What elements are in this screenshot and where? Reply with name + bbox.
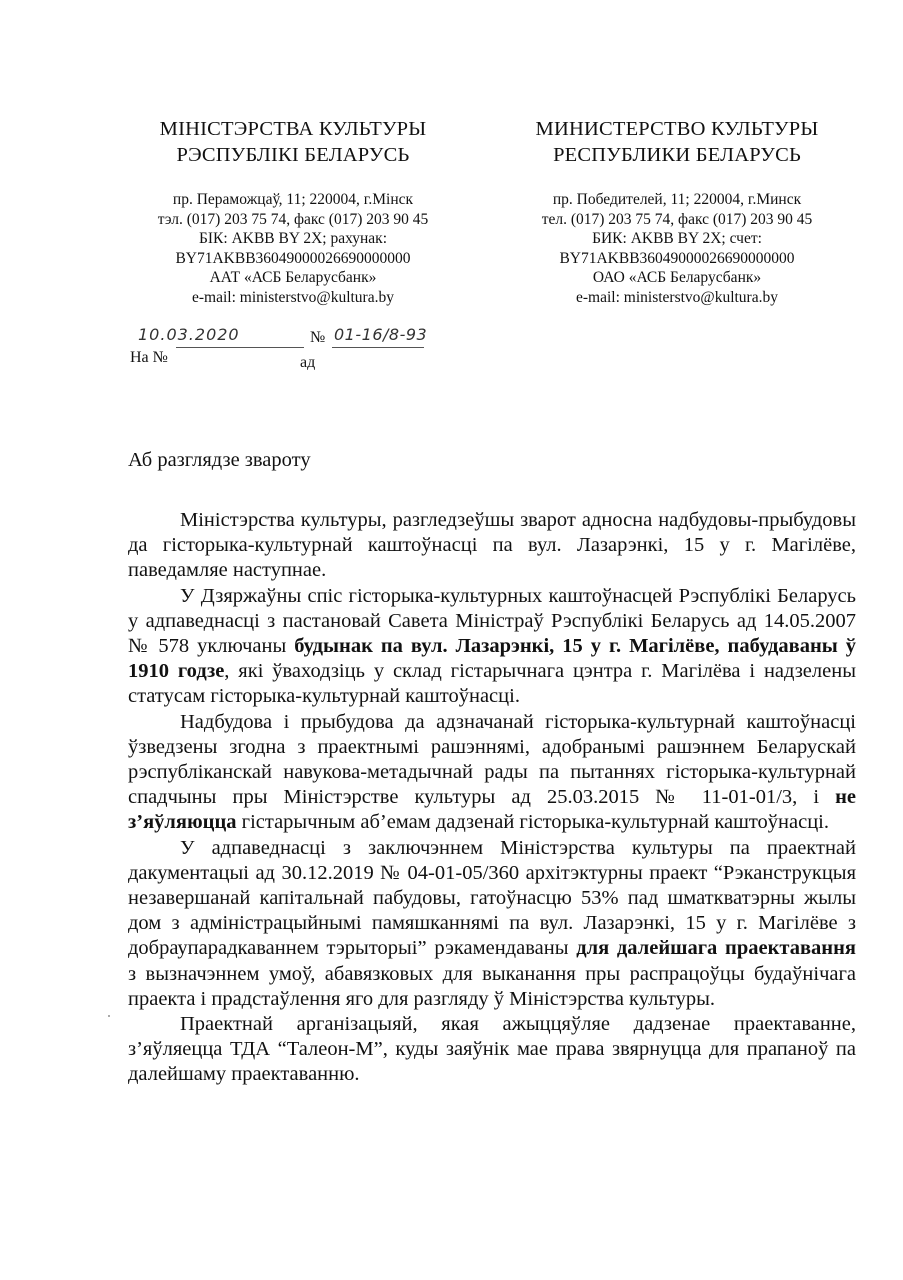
- ministry-title-line2: РЭСПУБЛІКІ БЕЛАРУСЬ: [176, 144, 410, 166]
- paragraph-text: У Дзяржаўны спіс гісторыка-культурных каштоўнасцей Рэспублікі Беларусь у адпаведнасці з пастановай Савета Міністраў Рэспублікі Беларусь ад 14.05.2007 № 578 уключаны: [128, 584, 856, 658]
- paragraph-text: Надбудова і прыбудова да адзначанай гісторыка-культурнай каштоўнасці ўзведзены згодна з праектнымі рашэннямі, адобранымі рашэннем Беларускай рэспубліканскай навукова-метадычнай рады па пытаннях гісторыка-культурнай спадчыны пры Міністэрстве культуры ад 25.03.2015 № 11-01-01/3, і: [128, 710, 856, 809]
- letterhead-russian: [492, 116, 862, 308]
- paragraph-text: гістарычным аб’емам дадзенай гісторыка-культурнай каштоўнасці.: [236, 811, 830, 834]
- paragraph-text: У адпаведнасці з заключэннем Міністэрства культуры па праектнай дакументацыі ад 30.12.2019 № 04-01-05/360 архітэктурны праект “Рэканструкцыя незавершанай капітальнай пабудовы, гатоўнасцю 53% пад шматкватэрны жылы дом з адміністрацыйнымі памяшканнямі па вул. Лазарэнкі, 15 у г. Магілёве з добраупарадкаваннем тэрыторыі” рэкамендаваны: [128, 836, 856, 960]
- address: пр. Пераможцаў, 11; 220004, г.Мінск: [172, 191, 414, 208]
- address: пр. Победителей, 11; 220004, г.Минск: [552, 191, 802, 208]
- handwritten-number: 01-16/8-93: [334, 325, 428, 344]
- paragraph-text: , які ўваходзіць у склад гістарычнага цэнтра г. Магілёва і надзелены статусам гісторыка-культурнай каштоўнасці.: [128, 660, 856, 708]
- ministry-title-line2: РЕСПУБЛИКИ БЕЛАРУСЬ: [553, 144, 801, 166]
- number-underline: [332, 347, 424, 348]
- emphasized-text: не з’яўляюцца: [128, 786, 856, 834]
- bank-name: ОАО «АСБ Беларусбанк»: [592, 269, 762, 287]
- bank-code: БИК: AKBB BY 2X; счет:: [592, 230, 762, 248]
- date-underline: [176, 347, 304, 348]
- email: e-mail: ministerstvo@kultura.by: [576, 288, 778, 306]
- scan-speck: [108, 1015, 110, 1017]
- letter-body: [128, 508, 856, 1088]
- paragraph-4: [128, 836, 856, 1012]
- bank-account: BY71AKBB36049000026690000000: [175, 249, 411, 267]
- paragraph-3: [128, 710, 856, 836]
- letterhead-belarusian: [128, 116, 458, 308]
- emphasized-text: будынак па вул. Лазарэнкі, 15 у г. Магілёве, пабудаваны ў 1910 годзе: [128, 635, 857, 683]
- contact-info: [128, 190, 458, 308]
- paragraph-text: з вызначэннем умоў, абавязковых для выканання пры распрацоўцы будаўнічага праекта і прадстаўлення яго для разгляду ў Міністэрства культуры.: [128, 962, 856, 1010]
- bank-code: БІК: AKBB BY 2X; рахунак:: [198, 230, 388, 248]
- contact-info: [492, 190, 862, 308]
- registration-reference: [128, 325, 488, 375]
- bank-name: ААТ «АСБ Беларусбанк»: [209, 269, 377, 287]
- email: e-mail: ministerstvo@kultura.by: [192, 288, 394, 306]
- emphasized-text: для далейшага праектавання: [576, 937, 856, 960]
- incoming-number-label: На №: [130, 349, 168, 366]
- paragraph-5: Праектнай арганізацыяй, якая ажыццяўляе дадзенае праектаванне, з’яўляецца ТДА “Талеон-М”, куды заяўнік мае права звярнуцца для прапаноў па далейшаму праектаванню.: [128, 1013, 856, 1086]
- number-symbol: №: [310, 329, 326, 346]
- paragraph-1: Міністэрства культуры, разгледзеўшы зварот адносна надбудовы-прыбудовы да гісторыка-культурнай каштоўнасці па вул. Лазарэнкі, 15 у г. Магілёве, паведамляе наступнае.: [128, 509, 856, 582]
- handwritten-date: 10.03.2020: [138, 325, 240, 344]
- phone-fax: тэл. (017) 203 75 74, факс (017) 203 90 45: [157, 210, 429, 228]
- phone-fax: тел. (017) 203 75 74, факс (017) 203 90 45: [541, 210, 813, 228]
- ministry-title-line1: МІНІСТЭРСТВА КУЛЬТУРЫ: [159, 118, 427, 140]
- letter-subject: Аб разглядзе звароту: [128, 449, 311, 471]
- ministry-title-line1: МИНИСТЕРСТВО КУЛЬТУРЫ: [535, 118, 819, 140]
- bank-account: BY71AKBB36049000026690000000: [559, 249, 795, 267]
- paragraph-2: [128, 584, 856, 710]
- incoming-date-label: ад: [300, 354, 316, 371]
